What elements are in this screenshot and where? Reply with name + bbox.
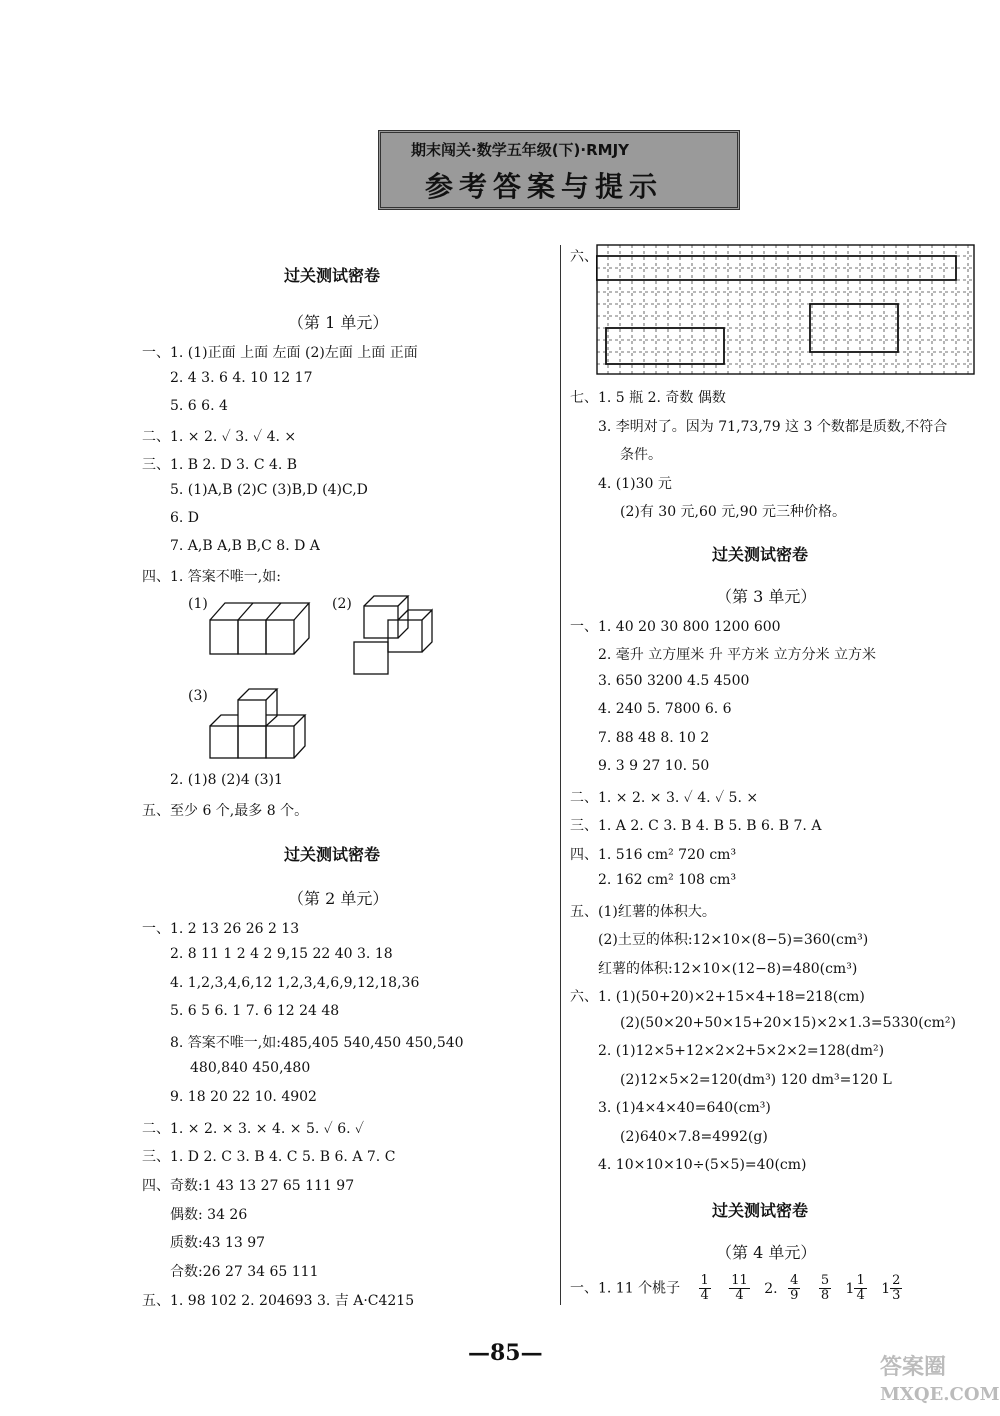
answer-line: 合数:26 27 34 65 111: [170, 1264, 319, 1280]
answer-line: 条件。: [620, 447, 662, 463]
answer-line: 4. 10×10×10÷(5×5)=40(cm): [598, 1157, 807, 1173]
answer-line: 5. 6 5 6. 1 7. 6 12 24 48: [170, 1003, 340, 1019]
section-title-4: 过关测试密卷: [712, 1201, 809, 1220]
answer-line: 9. 18 20 22 10. 4902: [170, 1089, 317, 1105]
watermark-logo: 答案圈: [880, 1354, 947, 1380]
answer-line: 7. A,B A,B B,C 8. D A: [170, 538, 320, 554]
banner-title: 参考答案与提示: [425, 170, 664, 203]
answer-line: (2)(50×20+50×15+20×15)×2×1.3=5330(cm²): [620, 1015, 956, 1031]
unit-label-4: （第 4 单元）: [716, 1243, 817, 1262]
answer-line: (2)有 30 元,60 元,90 元三种价格。: [620, 504, 846, 520]
answer-line: 2. 4 3. 6 4. 10 12 17: [170, 370, 313, 386]
fraction: [854, 1274, 866, 1303]
answer-banner: [378, 130, 740, 210]
answer-line: 4. 240 5. 7800 6. 6: [598, 701, 732, 717]
fraction: [819, 1274, 831, 1303]
answer-line: 一、1. (1)正面 上面 左面 (2)左面 上面 正面: [142, 345, 418, 361]
answer-line: (2)土豆的体积:12×10×(8−5)=360(cm³): [598, 932, 869, 948]
figure-label-3: (3): [188, 688, 208, 704]
fraction: [729, 1274, 750, 1303]
answer-line: 7. 88 48 8. 10 2: [598, 730, 710, 746]
unit-label-2: （第 2 单元）: [288, 889, 389, 908]
answer-line: 三、1. A 2. C 3. B 4. B 5. B 6. B 7. A: [570, 818, 822, 834]
answer-line: 3. 李明对了。因为 71,73,79 这 3 个数都是质数,不符合: [598, 419, 948, 435]
denominator: 4: [735, 1288, 744, 1303]
answer-line: 四、1. 516 cm² 720 cm³: [570, 847, 737, 863]
denominator: 3: [892, 1288, 901, 1303]
unit-label-1: （第 1 单元）: [288, 313, 389, 332]
answer-line: 三、1. B 2. D 3. C 4. B: [142, 457, 298, 473]
unit-label-3: （第 3 单元）: [716, 587, 817, 606]
fraction: [788, 1274, 800, 1303]
answer-line: 五、1. 98 102 2. 204693 3. 吉 A·C4215: [142, 1293, 415, 1309]
answer-line: 2. 8 11 1 2 4 2 9,15 22 40 3. 18: [170, 946, 393, 962]
answer-line: 三、1. D 2. C 3. B 4. C 5. B 6. A 7. C: [142, 1149, 396, 1165]
answer-line-fractions: [570, 1274, 902, 1303]
answer-line: 五、至少 6 个,最多 8 个。: [142, 803, 309, 819]
section-title-1: 过关测试密卷: [284, 266, 381, 285]
answer-line: 480,840 450,480: [190, 1060, 311, 1076]
banner-subtitle: 期末闯关·数学五年级(下)·RMJY: [411, 141, 630, 159]
answer-text: 一、1. 11 个桃子: [570, 1280, 681, 1297]
denominator: 8: [820, 1288, 830, 1303]
denominator: 4: [856, 1288, 865, 1303]
answer-line: 3. (1)4×4×40=640(cm³): [598, 1100, 771, 1116]
answer-line: 质数:43 13 97: [170, 1235, 266, 1251]
answer-line: 2. 毫升 立方厘米 升 平方米 立方分米 立方米: [598, 647, 877, 663]
answer-text: 2.: [764, 1280, 778, 1297]
section-title-3: 过关测试密卷: [712, 545, 809, 564]
answer-line: 七、1. 5 瓶 2. 奇数 偶数: [570, 390, 726, 406]
numerator: 1: [856, 1273, 865, 1288]
answer-line: 二、1. × 2. ✓ 3. ✓ 4. ×: [142, 429, 297, 445]
answer-line: (2)640×7.8=4992(g): [620, 1129, 768, 1145]
numerator: 1: [700, 1273, 709, 1288]
answer-line: 3. 650 3200 4.5 4500: [598, 673, 750, 689]
answer-line: 一、1. 40 20 30 800 1200 600: [570, 619, 781, 635]
watermark-url: MXQE.COM: [880, 1384, 1000, 1405]
answer-line: 五、(1)红薯的体积大。: [570, 904, 716, 920]
answer-line: 四、奇数:1 43 13 27 65 111 97: [142, 1178, 355, 1194]
numerator: 4: [790, 1273, 799, 1288]
answer-line: (2)12×5×2=120(dm³) 120 dm³=120 L: [620, 1072, 892, 1088]
answer-line: 四、1. 答案不唯一,如:: [142, 569, 281, 585]
answer-line: 六、: [570, 249, 598, 265]
cube-figure-1: [205, 598, 325, 678]
cube-figure-3: [205, 686, 325, 766]
whole-number: 1: [881, 1280, 891, 1297]
numerator: 5: [820, 1273, 830, 1288]
answer-line: 9. 3 9 27 10. 50: [598, 758, 710, 774]
numerator: 2: [892, 1273, 901, 1288]
answer-line: 2. 162 cm² 108 cm³: [598, 872, 737, 888]
answer-line: 6. D: [170, 510, 200, 526]
denominator: 9: [790, 1288, 799, 1303]
section-title-2: 过关测试密卷: [284, 845, 381, 864]
answer-line: 二、1. × 2. × 3. × 4. × 5. ✓ 6. ✓: [142, 1121, 365, 1137]
answer-line: 2. (1)8 (2)4 (3)1: [170, 772, 283, 788]
answer-line: 4. 1,2,3,4,6,12 1,2,3,4,6,9,12,18,36: [170, 975, 420, 991]
figure-label-1: (1): [188, 596, 208, 612]
answer-line: 红薯的体积:12×10×(12−8)=480(cm³): [598, 961, 858, 977]
numerator: 11: [731, 1273, 748, 1288]
answer-line: 5. (1)A,B (2)C (3)B,D (4)C,D: [170, 482, 368, 498]
fraction: [699, 1274, 711, 1303]
answer-line: 8. 答案不唯一,如:485,405 540,450 450,540: [170, 1035, 464, 1051]
fraction: [890, 1274, 902, 1303]
answer-line: 六、1. (1)(50+20)×2+15×4+18=218(cm): [570, 989, 865, 1005]
figure-label-2: (2): [332, 596, 352, 612]
column-divider: [560, 245, 561, 1305]
answer-line: 2. (1)12×5+12×2×2+5×2×2=128(dm²): [598, 1043, 885, 1059]
cube-figure-2: [348, 592, 448, 682]
grid-figure: [596, 244, 976, 376]
answer-line: 5. 6 6. 4: [170, 398, 228, 414]
whole-number: 1: [845, 1280, 855, 1297]
answer-line: 偶数: 34 26: [170, 1207, 248, 1223]
denominator: 4: [700, 1288, 709, 1303]
answer-line: 4. (1)30 元: [598, 476, 672, 492]
page-number: —85—: [468, 1340, 543, 1366]
answer-line: 一、1. 2 13 26 26 2 13: [142, 921, 300, 937]
answer-line: 二、1. × 2. × 3. ✓ 4. ✓ 5. ×: [570, 790, 759, 806]
